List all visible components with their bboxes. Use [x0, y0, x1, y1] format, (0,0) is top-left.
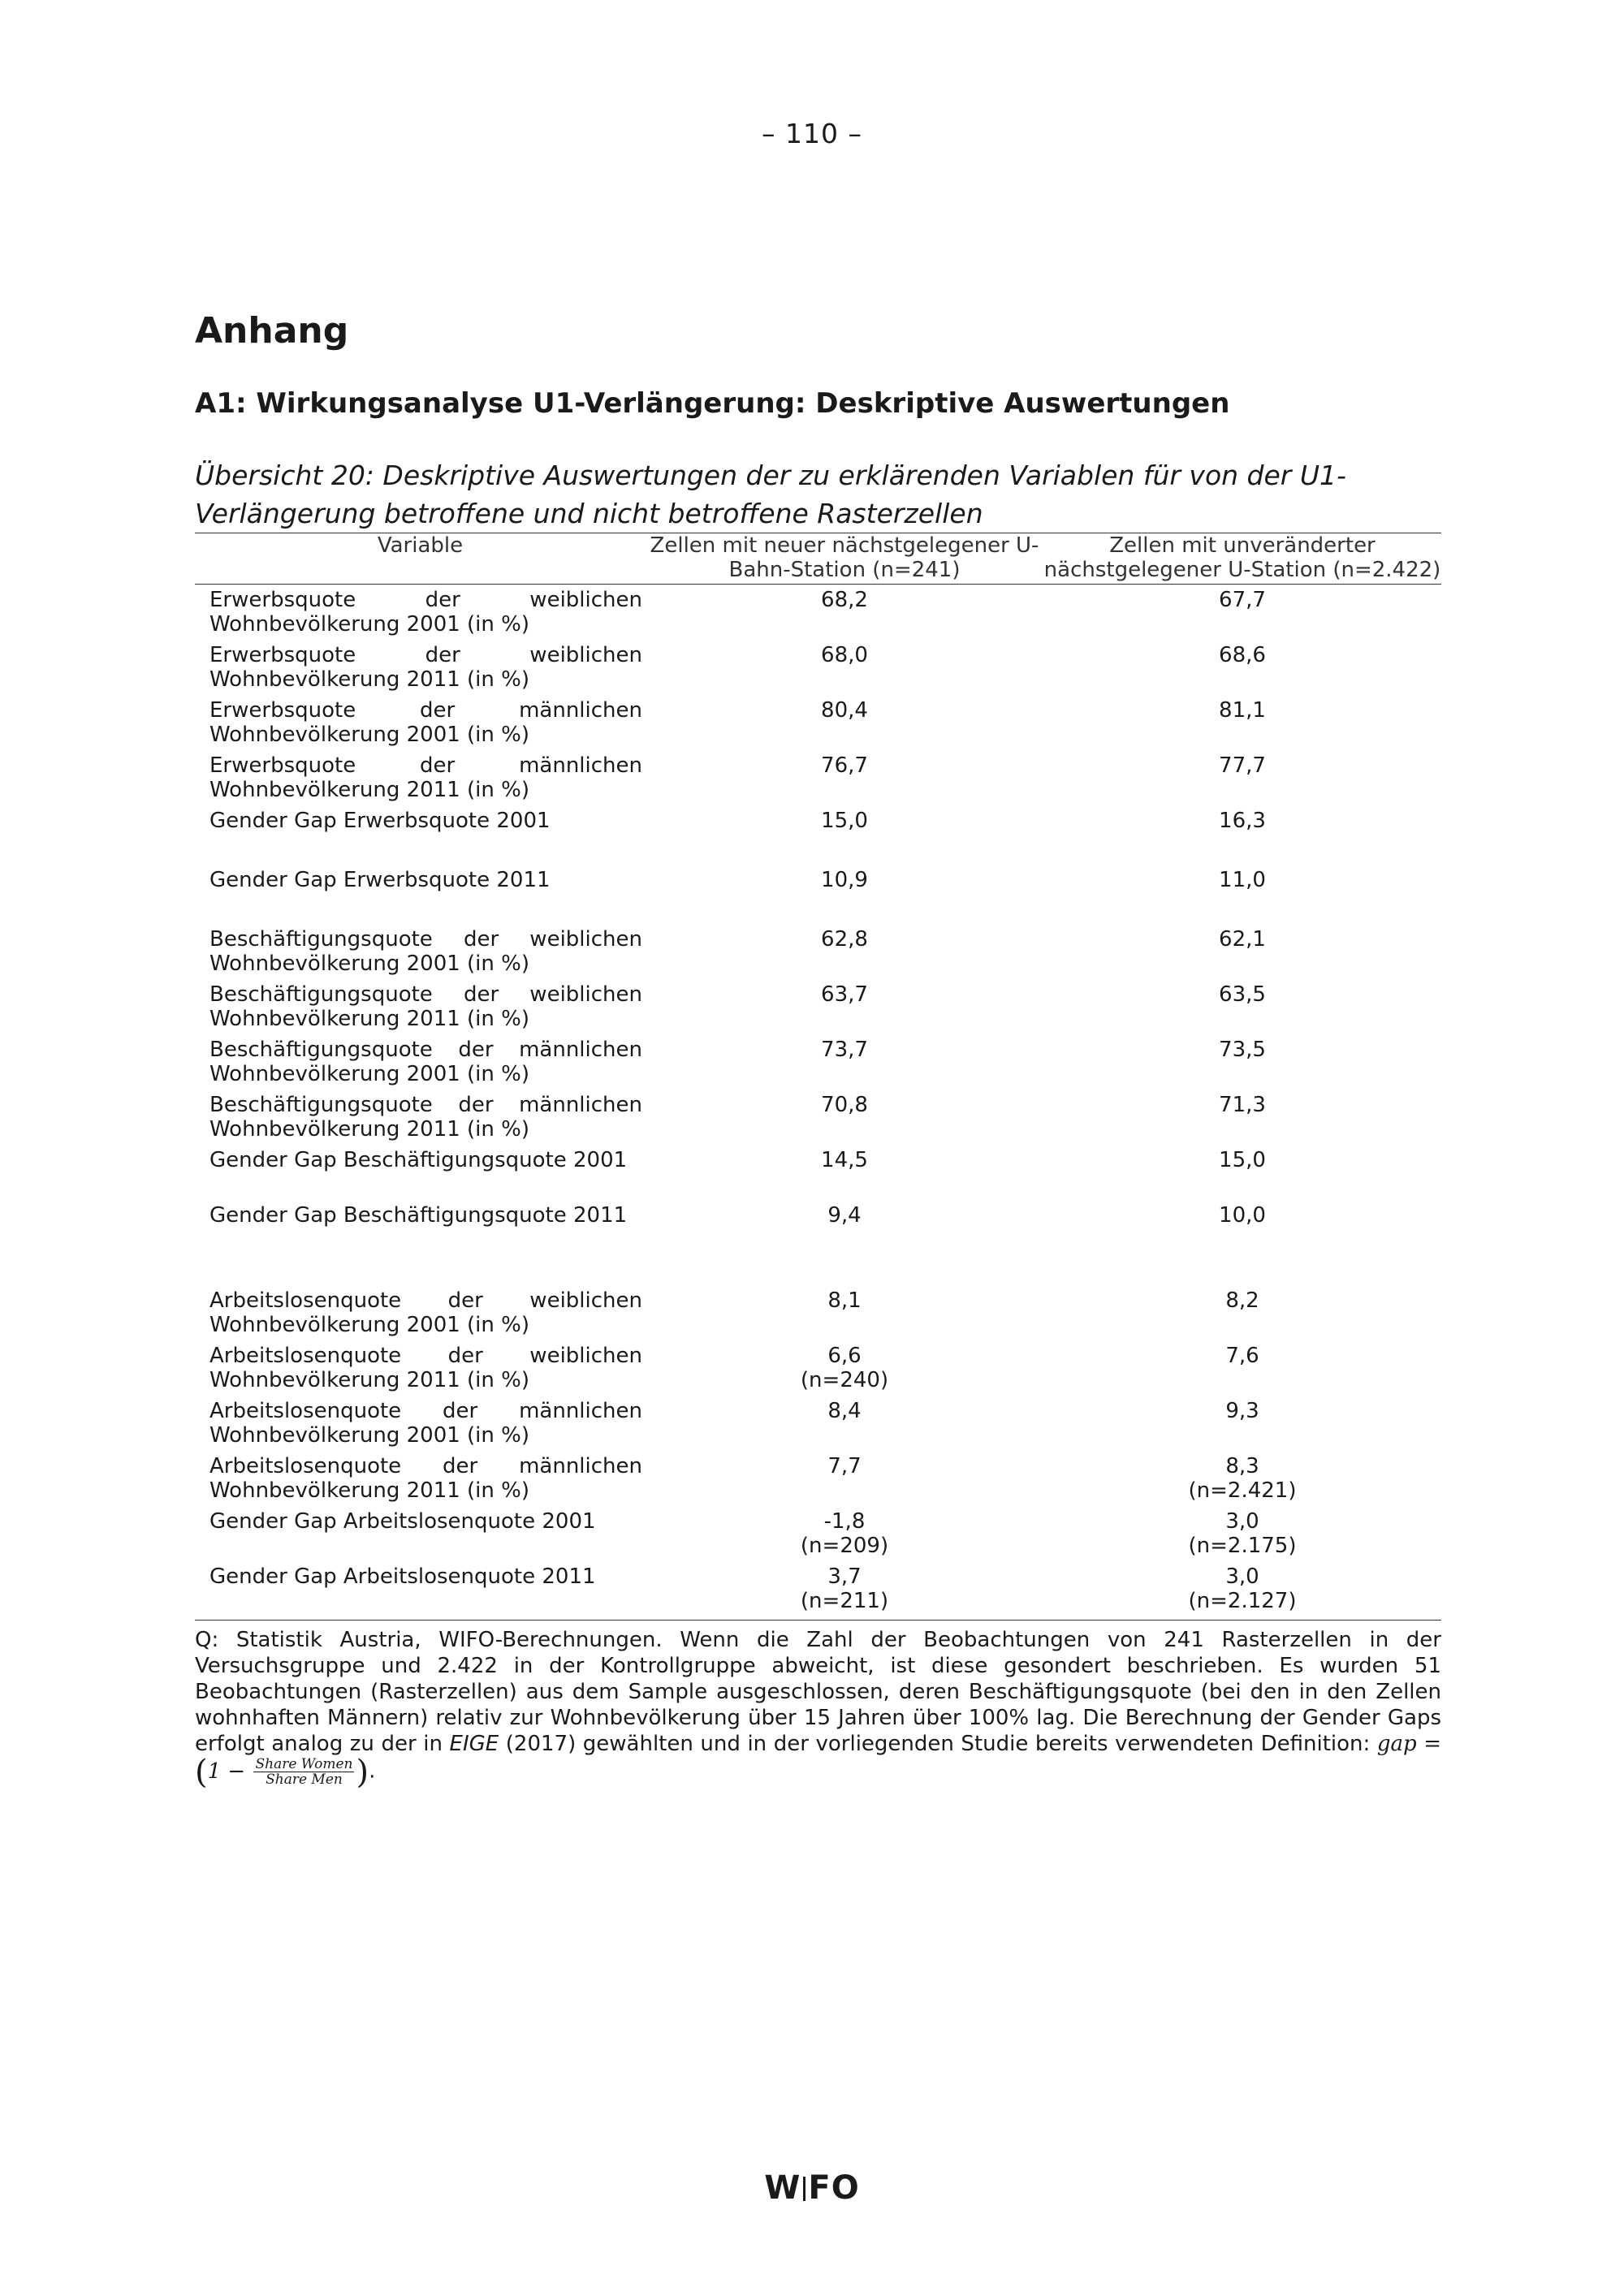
table-row — [195, 1344, 1441, 1399]
row-variable: Gender Gap Beschäftigungsquote 2011 — [209, 1203, 628, 1228]
row-variable: Erwerbsquote der männlichen Wohnbevölkerung 2011 (in %) — [209, 753, 642, 802]
row-value-unchanged: 71,3 — [1219, 1093, 1266, 1117]
row-variable: Erwerbsquote der weiblichen Wohnbevölkerung 2011 (in %) — [209, 643, 642, 692]
row-value-new: 7,7 — [827, 1454, 862, 1478]
row-value-unchanged: 16,3 — [1219, 809, 1266, 833]
row-value-new: 8,1 — [827, 1288, 862, 1313]
row-value-new: 10,9 — [821, 868, 868, 892]
footnote-citation: EIGE — [449, 1732, 499, 1756]
row-value-unchanged: 62,1 — [1219, 927, 1266, 952]
logo-bar — [803, 2177, 806, 2201]
table-row — [195, 982, 1441, 1038]
subsection-title: A1: Wirkungsanalyse U1-Verlängerung: Deskriptive Auswertungen — [195, 387, 1230, 420]
header-variable: Variable — [377, 533, 464, 558]
section-title: Anhang — [195, 310, 349, 352]
row-value-unchanged: 11,0 — [1219, 868, 1266, 892]
table-row — [195, 1399, 1441, 1454]
logo-letters-fo: FO — [808, 2169, 860, 2207]
row-variable: Gender Gap Arbeitslosenquote 2001 — [209, 1509, 596, 1534]
row-variable: Gender Gap Beschäftigungsquote 2001 — [209, 1148, 628, 1172]
table-row — [195, 1454, 1441, 1509]
table-row — [195, 698, 1441, 753]
row-value-new: 80,4 — [821, 698, 868, 723]
table-caption: Übersicht 20: Deskriptive Auswertungen der zu erklärenden Variablen für von der U1-Verlängerung betroffene und nicht betroffene Rasterzellen — [195, 460, 1346, 529]
row-value-new: 76,7 — [821, 753, 868, 778]
table-row — [195, 809, 1441, 868]
wifo-logo — [0, 2169, 1624, 2207]
row-variable: Erwerbsquote der weiblichen Wohnbevölkerung 2001 (in %) — [209, 588, 642, 637]
row-variable: Arbeitslosenquote der männlichen Wohnbevölkerung 2001 (in %) — [209, 1399, 642, 1448]
row-value-unchanged: 63,5 — [1219, 982, 1266, 1007]
row-value-unchanged: 68,6 — [1219, 643, 1266, 667]
row-value-unchanged: 8,2 — [1225, 1288, 1259, 1313]
row-value-unchanged: 7,6 — [1225, 1344, 1259, 1368]
source-footnote — [195, 1627, 1441, 1791]
formula-lhs: gap = — [1376, 1732, 1441, 1756]
table-row — [195, 1564, 1441, 1621]
row-value-new: 73,7 — [821, 1038, 868, 1062]
page-number: – 110 – — [762, 118, 862, 149]
formula-denominator: Share Men — [266, 1772, 343, 1788]
gap-formula: gap = (1 − $\frac{\text{Share Women}}{\text{Share Men}}$ ) — [195, 1732, 1441, 1791]
row-value-new: 70,8 — [821, 1093, 868, 1117]
table-row — [195, 868, 1441, 927]
descriptive-table — [195, 533, 1441, 1621]
table-row — [195, 585, 1441, 644]
row-variable: Erwerbsquote der männlichen Wohnbevölkerung 2001 (in %) — [209, 698, 642, 747]
row-value-unchanged: 73,5 — [1219, 1038, 1266, 1062]
row-variable: Beschäftigungsquote der weiblichen Wohnbevölkerung 2011 (in %) — [209, 982, 642, 1031]
table-row — [195, 643, 1441, 698]
row-value-unchanged: 9,3 — [1225, 1399, 1259, 1423]
row-value-new: 8,4 — [827, 1399, 862, 1423]
row-value-new: 68,2 — [821, 588, 868, 612]
row-value-unchanged: 77,7 — [1219, 753, 1266, 778]
row-value-unchanged: 3,0 (n=2.127) — [1188, 1564, 1297, 1613]
row-variable: Arbeitslosenquote der männlichen Wohnbevölkerung 2011 (in %) — [209, 1454, 642, 1503]
row-value-unchanged: 10,0 — [1219, 1203, 1266, 1228]
row-variable: Arbeitslosenquote der weiblichen Wohnbevölkerung 2011 (in %) — [209, 1344, 642, 1392]
row-variable: Arbeitslosenquote der weiblichen Wohnbevölkerung 2001 (in %) — [209, 1288, 642, 1337]
logo-letter-w: W — [764, 2169, 801, 2207]
row-variable: Gender Gap Erwerbsquote 2011 — [209, 868, 551, 892]
row-value-new: 14,5 — [821, 1148, 868, 1172]
table-header-row — [195, 533, 1441, 585]
table-row — [195, 753, 1441, 809]
row-value-unchanged: 67,7 — [1219, 588, 1266, 612]
row-value-new: 68,0 — [821, 643, 868, 667]
row-variable: Beschäftigungsquote der weiblichen Wohnbevölkerung 2001 (in %) — [209, 927, 642, 976]
table-row — [195, 1509, 1441, 1564]
row-value-new: -1,8 (n=209) — [800, 1509, 889, 1558]
row-value-unchanged: 81,1 — [1219, 698, 1266, 723]
row-value-new: 62,8 — [821, 927, 868, 952]
row-value-new: 15,0 — [821, 809, 868, 833]
row-value-new: 9,4 — [827, 1203, 862, 1228]
row-value-unchanged: 3,0 (n=2.175) — [1188, 1509, 1297, 1558]
row-value-new: 63,7 — [821, 982, 868, 1007]
row-variable: Beschäftigungsquote der männlichen Wohnbevölkerung 2001 (in %) — [209, 1038, 642, 1086]
table-row — [195, 1093, 1441, 1148]
table-row — [195, 1038, 1441, 1093]
table-row — [195, 1288, 1441, 1344]
row-value-unchanged: 8,3 (n=2.421) — [1188, 1454, 1297, 1503]
row-variable: Gender Gap Erwerbsquote 2001 — [209, 809, 551, 833]
row-value-unchanged: 15,0 — [1219, 1148, 1266, 1172]
row-value-new: 3,7 (n=211) — [800, 1564, 889, 1613]
formula-one: 1 − — [207, 1759, 253, 1784]
formula-numerator: Share Women — [255, 1756, 353, 1772]
table-row — [195, 927, 1441, 982]
table-row — [195, 1148, 1441, 1203]
header-unchanged-station: Zellen mit unveränderter nächstgelegener U-Station (n=2.422) — [1043, 533, 1441, 582]
table-row — [195, 1203, 1441, 1288]
footnote-text-after: (2017) gewählten und in der vorliegenden Studie bereits verwendeten Definition: — [499, 1732, 1377, 1756]
header-new-station: Zellen mit neuer nächstgelegener U-Bahn-Station (n=241) — [650, 533, 1039, 582]
row-variable: Beschäftigungsquote der männlichen Wohnbevölkerung 2011 (in %) — [209, 1093, 642, 1142]
formula-end: . — [369, 1759, 376, 1784]
row-value-new: 6,6 (n=240) — [800, 1344, 889, 1392]
formula-fraction — [253, 1757, 354, 1787]
footnote-text-before: Q: Statistik Austria, WIFO-Berechnungen. Wenn die Zahl der Beobachtungen von 241 Rasterzellen in der Versuchsgruppe und 2.422 in der Kontrollgruppe abweicht, ist diese gesondert beschrieben. Es wurden 51 Beobachtungen (Rasterzellen) aus dem Sample ausgeschlossen, deren Beschäftigungsquote (bei den in den Zellen wohnhaften Männern) relativ zur Wohnbevölkerung über 15 Jahren über 100% lag. Die Berechnung der Gender Gaps erfolgt analog zu der in — [195, 1628, 1441, 1756]
row-variable: Gender Gap Arbeitslosenquote 2011 — [209, 1564, 596, 1589]
